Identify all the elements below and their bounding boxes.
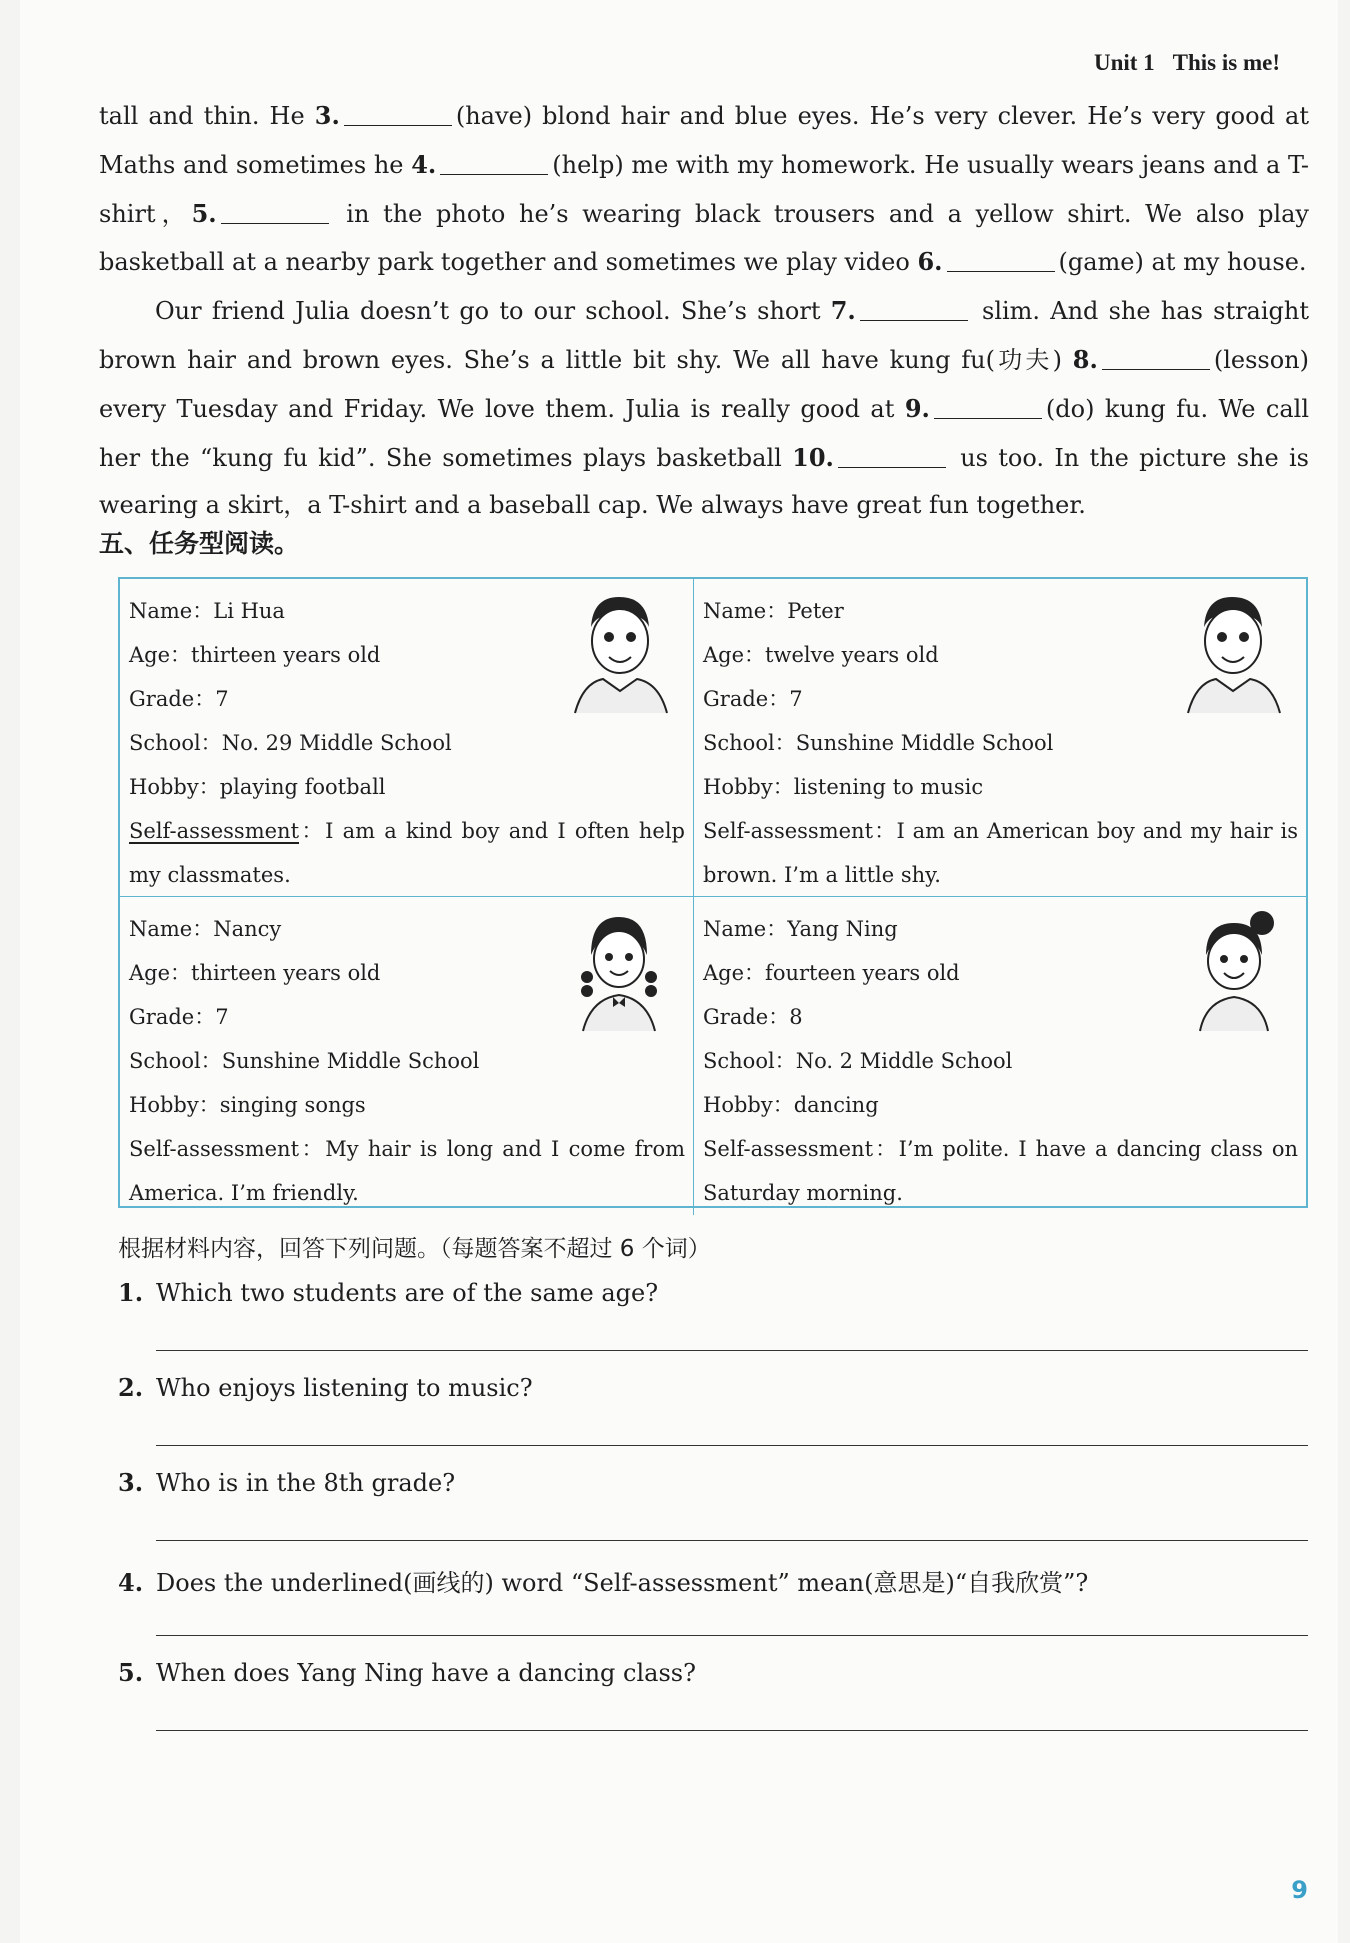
question-list: [118, 1270, 1308, 1745]
passage-paragraph: [99, 287, 1309, 530]
hobby-field-value: singing songs: [219, 1093, 366, 1117]
self-assessment-label: Self-assessment: [703, 819, 874, 843]
hobby-field: [129, 765, 685, 809]
grade-field-value: 7: [789, 687, 803, 711]
age-field-label: Age：: [703, 961, 766, 985]
section-title: 五、任务型阅读。: [99, 529, 300, 558]
profile-card: [120, 897, 694, 1215]
girl-braids-avatar-icon: [563, 905, 675, 1033]
self-assessment-value: I am an American boy and my hair is brown. I’m a little shy.: [703, 819, 1298, 887]
school-field-label: School：: [129, 731, 222, 755]
school-field-value: Sunshine Middle School: [795, 731, 1054, 755]
grade-field-label: Grade：: [129, 1005, 216, 1029]
grade-field-value: 8: [789, 1005, 803, 1029]
name-field-value: Yang Ning: [787, 917, 898, 941]
unit-label: Unit 1: [1093, 50, 1155, 75]
question-text-row: [118, 1373, 533, 1402]
student-profile-table: [118, 577, 1308, 1208]
running-header: [1094, 50, 1280, 76]
question-item: [118, 1650, 1308, 1745]
question-item: [118, 1365, 1308, 1460]
passage-text: tall and thin. He: [99, 102, 315, 130]
passage-text: us too. In the picture she is wearing a skirt，a T-shirt and a baseball cap. We always have great fun together.: [99, 443, 1309, 520]
hobby-field: [129, 1083, 685, 1127]
question-text-row: [118, 1658, 696, 1687]
boy-avatar-icon: [563, 587, 675, 715]
girl-ponytail-avatar-icon: [1176, 905, 1288, 1033]
boy-avatar-icon: [1176, 587, 1288, 715]
question-number: 2.: [118, 1373, 144, 1402]
answer-line[interactable]: [156, 1635, 1308, 1636]
hobby-field-value: listening to music: [793, 775, 984, 799]
question-text: Which two students are of the same age?: [156, 1279, 659, 1307]
self-assessment-colon: ：: [873, 819, 897, 843]
self-assessment-field: [129, 809, 685, 897]
blank-number: 10.: [792, 442, 834, 472]
name-field-value: Peter: [787, 599, 844, 623]
hobby-field-value: dancing: [793, 1093, 879, 1117]
self-assessment-label: Self-assessment: [129, 819, 300, 843]
self-assessment-colon: ：: [299, 819, 326, 843]
grade-field-label: Grade：: [703, 1005, 790, 1029]
self-assessment-field: [703, 1127, 1298, 1215]
question-number: 5.: [118, 1658, 144, 1687]
blank-number: 5.: [191, 198, 217, 228]
passage-text: (have) blond hair and blue eyes. He’s very clever. He’s very good at Maths and sometimes he: [99, 102, 1309, 179]
question-number: 3.: [118, 1468, 144, 1497]
self-assessment-field: [129, 1127, 685, 1215]
hobby-field: [703, 1083, 1298, 1127]
question-number: 1.: [118, 1278, 144, 1307]
name-field-label: Name：: [129, 599, 214, 623]
answer-line[interactable]: [156, 1730, 1308, 1731]
age-field-value: thirteen years old: [191, 961, 381, 985]
passage-text: (do) kung fu. We call her the “kung fu kid”. She sometimes plays basketball: [99, 394, 1310, 472]
self-assessment-value: I am a kind boy and I often help my classmates.: [129, 819, 686, 887]
question-item: [118, 1270, 1308, 1365]
self-assessment-colon: ：: [873, 1137, 899, 1161]
answer-blank[interactable]: [440, 148, 548, 175]
passage-text: (game) at my house.: [1058, 248, 1307, 277]
self-assessment-value: My hair is long and I come from America. I’m friendly.: [129, 1137, 686, 1205]
passage-text: slim. And she has straight brown hair and brown eyes. She’s a little bit shy. We all have kung fu(功夫): [99, 297, 1310, 374]
name-field-value: Li Hua: [213, 599, 285, 623]
passage-paragraph: [99, 92, 1309, 287]
school-field-label: School：: [703, 1049, 796, 1073]
page-number: 9: [1291, 1876, 1308, 1904]
self-assessment-value: I’m polite. I have a dancing class on Saturday morning.: [703, 1137, 1298, 1205]
passage-text: in the photo he’s wearing black trousers and a yellow shirt. We also play basketball at a nearby park together and sometimes we play video: [99, 199, 1309, 277]
hobby-field: [703, 765, 1298, 809]
question-number: 4.: [118, 1568, 144, 1597]
cloze-passage: [99, 92, 1309, 530]
grade-field-label: Grade：: [703, 687, 790, 711]
question-text-row: [118, 1468, 455, 1497]
school-field-value: No. 2 Middle School: [795, 1049, 1013, 1073]
hobby-field-label: Hobby：: [703, 1093, 794, 1117]
question-instructions: 根据材料内容，回答下列问题。（每题答案不超过 6 个词）: [118, 1236, 711, 1262]
hobby-field-label: Hobby：: [129, 1093, 220, 1117]
hobby-field-label: Hobby：: [703, 775, 794, 799]
answer-line[interactable]: [156, 1540, 1308, 1541]
blank-number: 7.: [830, 296, 856, 326]
answer-blank[interactable]: [934, 392, 1042, 419]
question-text: Who enjoys listening to music?: [156, 1374, 533, 1402]
answer-blank[interactable]: [344, 99, 452, 126]
self-assessment-label: Self-assessment: [703, 1137, 874, 1161]
passage-text: (lesson) every Tuesday and Friday. We love them. Julia is really good at: [99, 345, 1309, 423]
blank-number: 4.: [411, 149, 437, 179]
age-field-label: Age：: [703, 643, 766, 667]
blank-number: 8.: [1072, 344, 1098, 374]
age-field-value: fourteen years old: [765, 961, 960, 985]
school-field: [703, 1039, 1298, 1083]
question-item: [118, 1555, 1308, 1650]
name-field-label: Name：: [129, 917, 214, 941]
question-text-row: [118, 1563, 1088, 1598]
grade-field-value: 7: [215, 1005, 229, 1029]
blank-number: 3.: [314, 101, 340, 130]
workbook-page: [20, 0, 1338, 1943]
question-text: When does Yang Ning have a dancing class?: [156, 1659, 696, 1687]
unit-title: This is me!: [1172, 50, 1280, 75]
profile-card: [694, 579, 1306, 897]
answer-blank[interactable]: [860, 294, 968, 321]
school-field-value: Sunshine Middle School: [221, 1049, 480, 1073]
answer-blank[interactable]: [838, 441, 946, 468]
passage-text: Our friend Julia doesn’t go to our school. She’s short: [155, 297, 831, 326]
answer-blank[interactable]: [947, 245, 1055, 272]
answer-blank[interactable]: [221, 197, 329, 224]
answer-line[interactable]: [156, 1350, 1308, 1351]
hobby-field-value: playing football: [219, 775, 386, 799]
age-field-label: Age：: [129, 643, 192, 667]
passage-text: (help) me with my homework. He usually wears jeans and a T-shirt，: [99, 150, 1309, 228]
self-assessment-field: [703, 809, 1298, 897]
age-field-label: Age：: [129, 961, 192, 985]
question-text-row: [118, 1278, 658, 1307]
question-text: Who is in the 8th grade?: [156, 1469, 456, 1497]
grade-field-label: Grade：: [129, 687, 216, 711]
school-field-value: No. 29 Middle School: [221, 731, 452, 755]
name-field-label: Name：: [703, 917, 788, 941]
school-field: [703, 721, 1298, 765]
school-field-label: School：: [703, 731, 796, 755]
grade-field-value: 7: [215, 687, 229, 711]
name-field-value: Nancy: [213, 917, 282, 941]
school-field-label: School：: [129, 1049, 222, 1073]
name-field-label: Name：: [703, 599, 788, 623]
answer-blank[interactable]: [1102, 343, 1210, 370]
age-field-value: twelve years old: [765, 643, 939, 667]
hobby-field-label: Hobby：: [129, 775, 220, 799]
question-text: Does the underlined(画线的) word “Self-assessment” mean(意思是)“自我欣赏”?: [156, 1569, 1089, 1597]
school-field: [129, 1039, 685, 1083]
age-field-value: thirteen years old: [191, 643, 381, 667]
self-assessment-label: Self-assessment: [129, 1137, 300, 1161]
question-item: [118, 1460, 1308, 1555]
profile-card: [694, 897, 1306, 1215]
self-assessment-colon: ：: [299, 1137, 326, 1161]
blank-number: 6.: [917, 247, 943, 277]
school-field: [129, 721, 685, 765]
profile-card: [120, 579, 694, 897]
blank-number: 9.: [904, 393, 930, 423]
answer-line[interactable]: [156, 1445, 1308, 1446]
